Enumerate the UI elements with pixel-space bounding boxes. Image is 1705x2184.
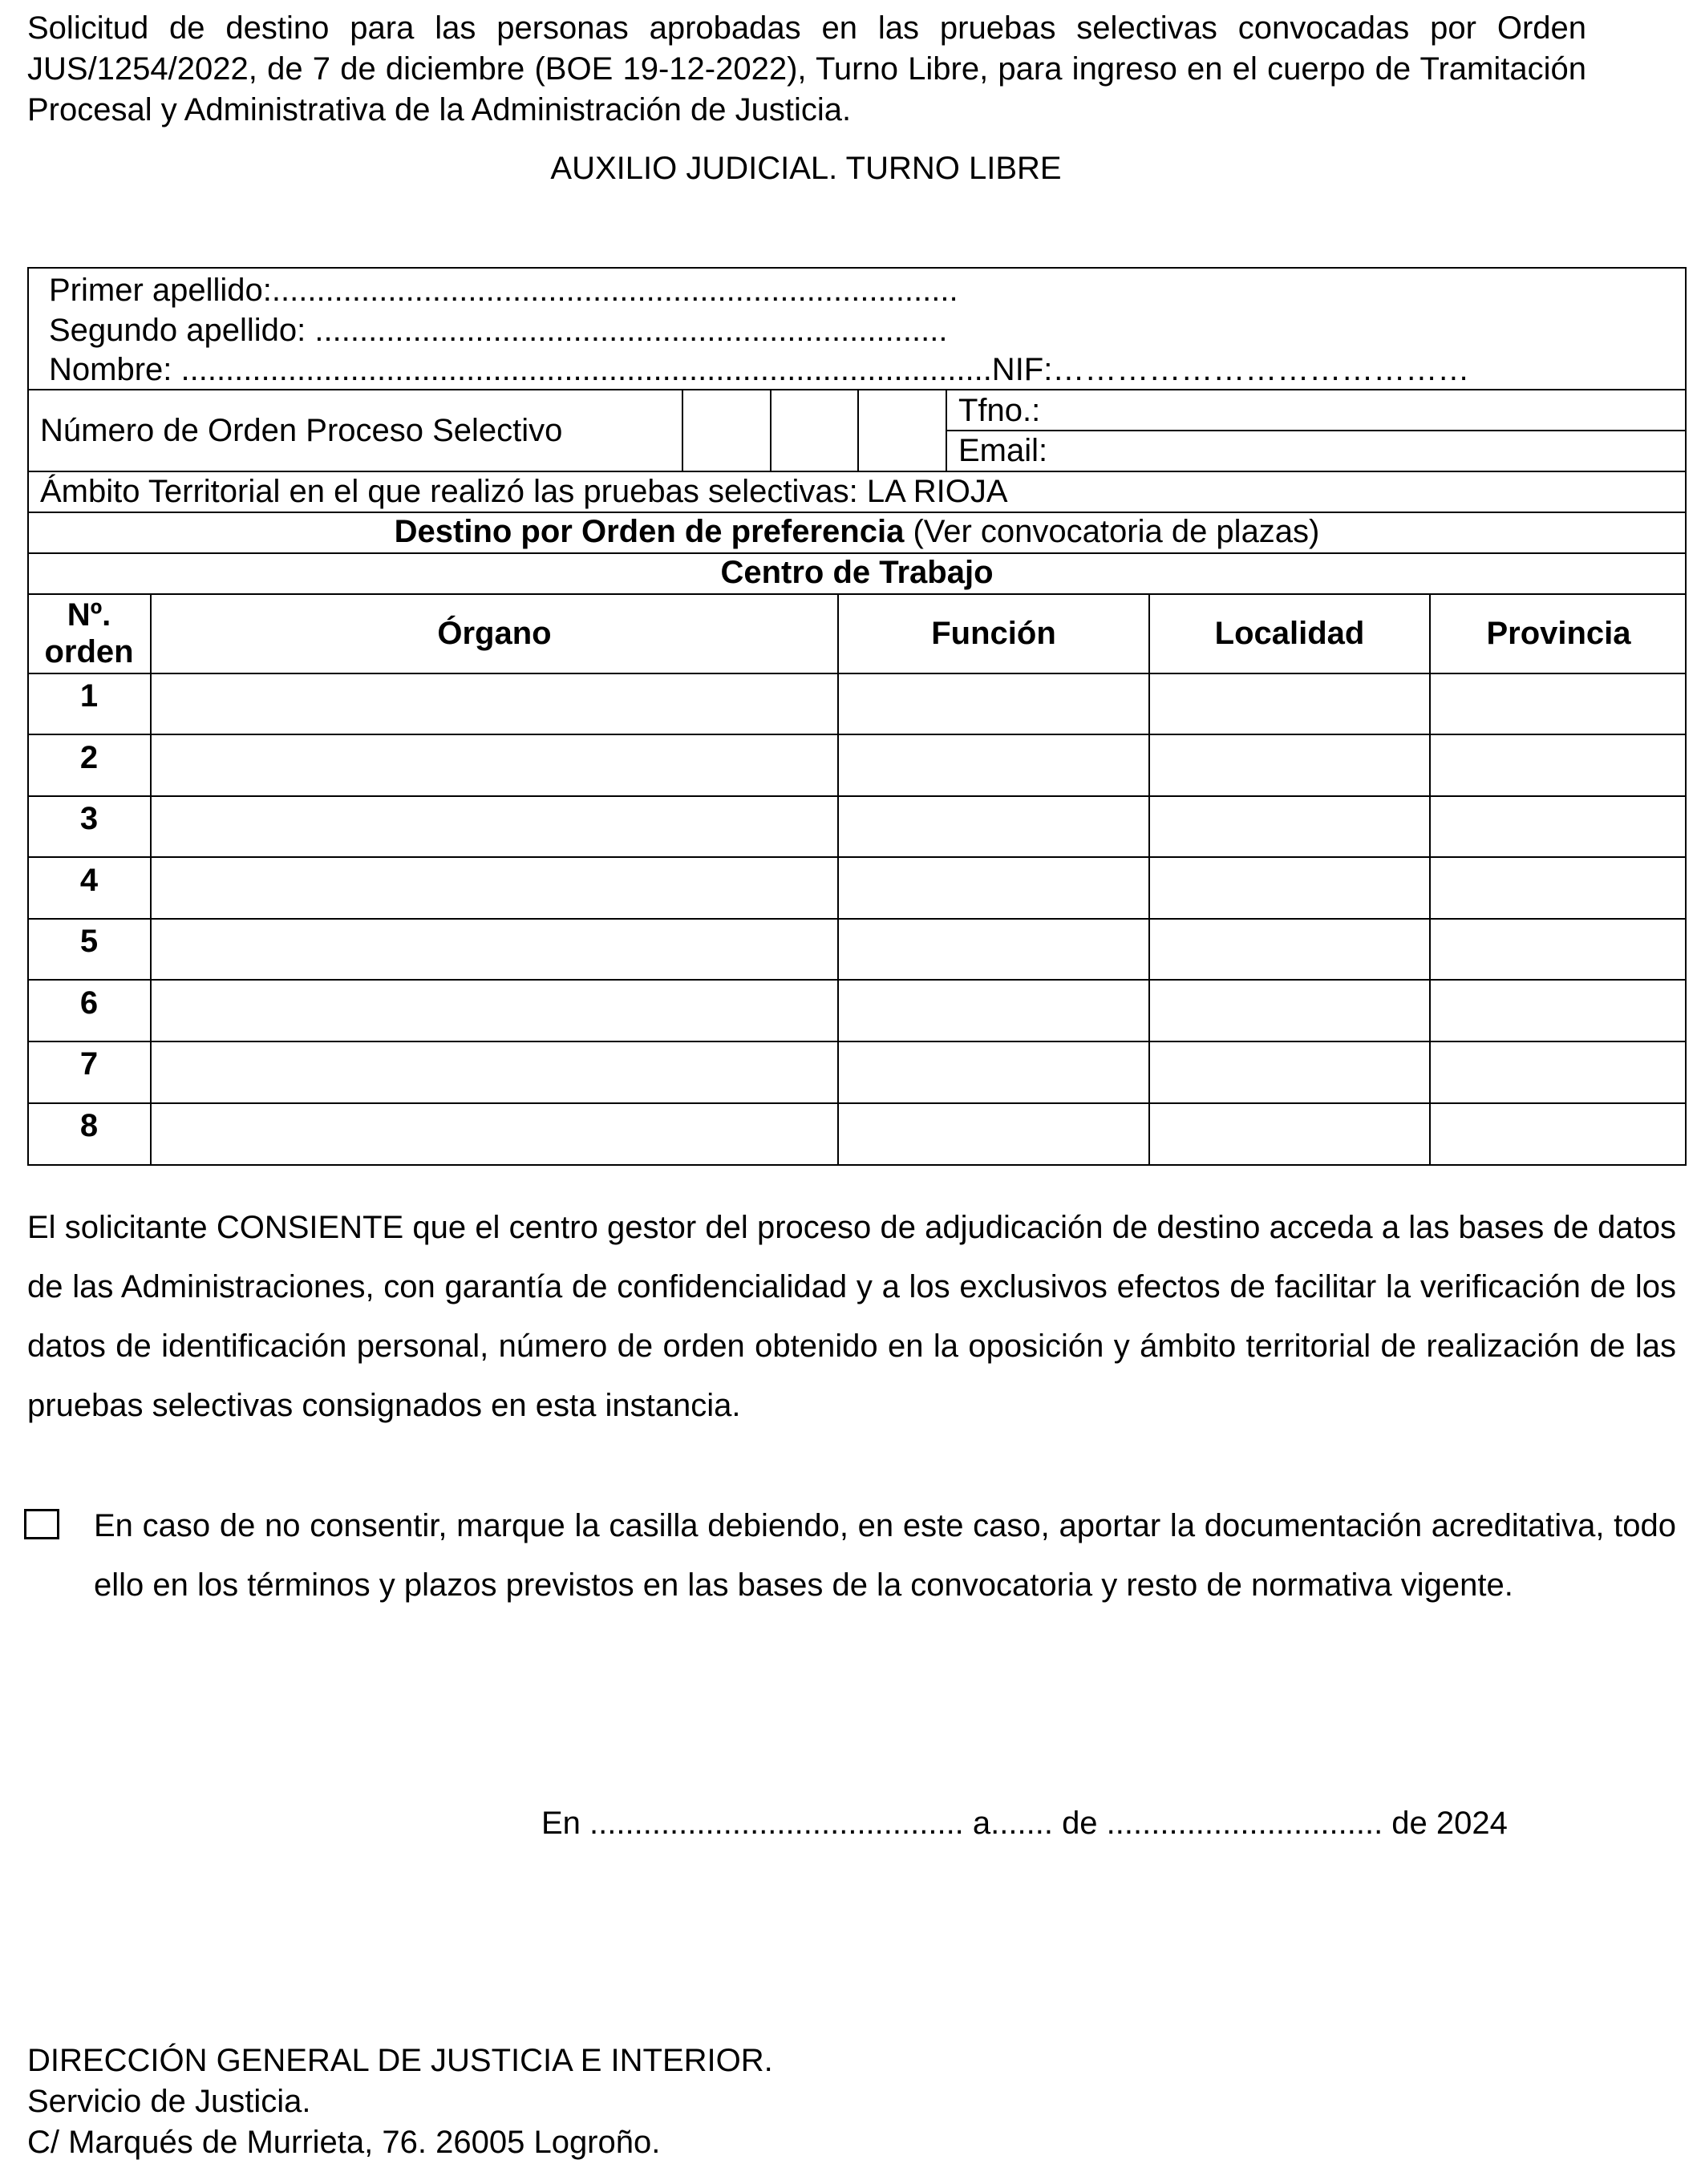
footer-street: C/ Marqués de Murrieta, 76. 26005 Logroño. bbox=[27, 2125, 661, 2160]
column-header-provincia: Provincia bbox=[1486, 616, 1631, 651]
divider bbox=[27, 795, 1687, 797]
consent-text: El solicitante CONSIENTE que el centro gestor del proceso de adjudicación de destino acceda a las bases de datos de las Administraciones, con garantía de confidencialidad y a los exclusivos efectos de facilitar la verificación de los datos de identificación personal, número de orden obtenido en la oposición y ámbito territorial de realización de las pruebas selectivas consignados en esta instancia. bbox=[27, 1210, 1676, 1423]
table-row: 4 bbox=[79, 863, 99, 898]
divider bbox=[27, 673, 1687, 674]
table-row: 1 bbox=[79, 678, 99, 714]
phone-field[interactable]: Tfno.: bbox=[958, 393, 1041, 428]
destination-preference-heading bbox=[27, 512, 1687, 551]
footer-service: Servicio de Justicia. bbox=[27, 2084, 311, 2119]
table-row: 2 bbox=[79, 740, 99, 775]
no-consent-checkbox[interactable] bbox=[24, 1509, 59, 1539]
second-surname-field[interactable]: Segundo apellido: ....................................................................... bbox=[49, 313, 948, 348]
workplace-heading: Centro de Trabajo bbox=[720, 555, 994, 590]
footer-department: DIRECCIÓN GENERAL DE JUSTICIA E INTERIOR. bbox=[27, 2043, 773, 2078]
divider bbox=[27, 734, 1687, 735]
divider bbox=[27, 856, 1687, 858]
divider bbox=[27, 918, 1687, 920]
divider bbox=[1429, 593, 1431, 1166]
table-row: 6 bbox=[79, 985, 99, 1021]
divider bbox=[27, 979, 1687, 981]
form-subtitle: AUXILIO JUDICIAL. TURNO LIBRE bbox=[550, 151, 1062, 186]
order-digit-box-2[interactable] bbox=[772, 390, 856, 471]
column-header-funcion: Función bbox=[931, 616, 1056, 651]
email-field[interactable]: Email: bbox=[958, 433, 1048, 468]
territorial-scope-text: Ámbito Territorial en el que realizó las pruebas selectivas: LA RIOJA bbox=[40, 474, 1008, 509]
name-nif-field[interactable]: Nombre: ...........................................................................................NIF:………………………………… bbox=[49, 352, 1470, 387]
column-header-localidad: Localidad bbox=[1214, 616, 1365, 651]
table-row: 3 bbox=[79, 801, 99, 836]
divider bbox=[150, 593, 152, 1166]
intro-text: Solicitud de destino para las personas aprobadas en las pruebas selectivas convocadas por Orden JUS/1254/2022, de 7 de diciembre (BOE 19-12-2022), Turno Libre, para ingreso en el cuerpo de Tramitación Procesal y Administrativa de la Administración de Justicia. bbox=[27, 10, 1586, 127]
date-place-line[interactable]: En .......................................... a....... de ............................... de 2024 bbox=[541, 1806, 1508, 1841]
column-header-organo: Órgano bbox=[437, 616, 552, 651]
order-digit-box-1[interactable] bbox=[683, 390, 768, 471]
divider bbox=[946, 430, 1687, 431]
first-surname-field[interactable]: Primer apellido:............................................................................. bbox=[49, 273, 958, 308]
order-digit-box-3[interactable] bbox=[859, 390, 944, 471]
divider bbox=[27, 1041, 1687, 1042]
destination-preference-bold: Destino por Orden de preferencia bbox=[394, 514, 905, 549]
table-row: 5 bbox=[79, 924, 99, 959]
footer-address bbox=[27, 2040, 773, 2163]
divider bbox=[1148, 593, 1150, 1166]
order-number-label: Número de Orden Proceso Selectivo bbox=[40, 413, 563, 448]
divider bbox=[27, 1102, 1687, 1104]
column-header-order: Nº. orden bbox=[44, 597, 134, 669]
destination-preference-note: (Ver convocatoria de plazas) bbox=[904, 514, 1320, 549]
divider bbox=[837, 593, 839, 1166]
no-consent-text: En caso de no consentir, marque la casilla debiendo, en este caso, aportar la documentación acreditativa, todo ello en los términos y plazos previstos en las bases de la convocatoria y resto de normativa vigente. bbox=[94, 1508, 1676, 1603]
table-row: 7 bbox=[79, 1046, 99, 1082]
table-row: 8 bbox=[79, 1108, 99, 1143]
